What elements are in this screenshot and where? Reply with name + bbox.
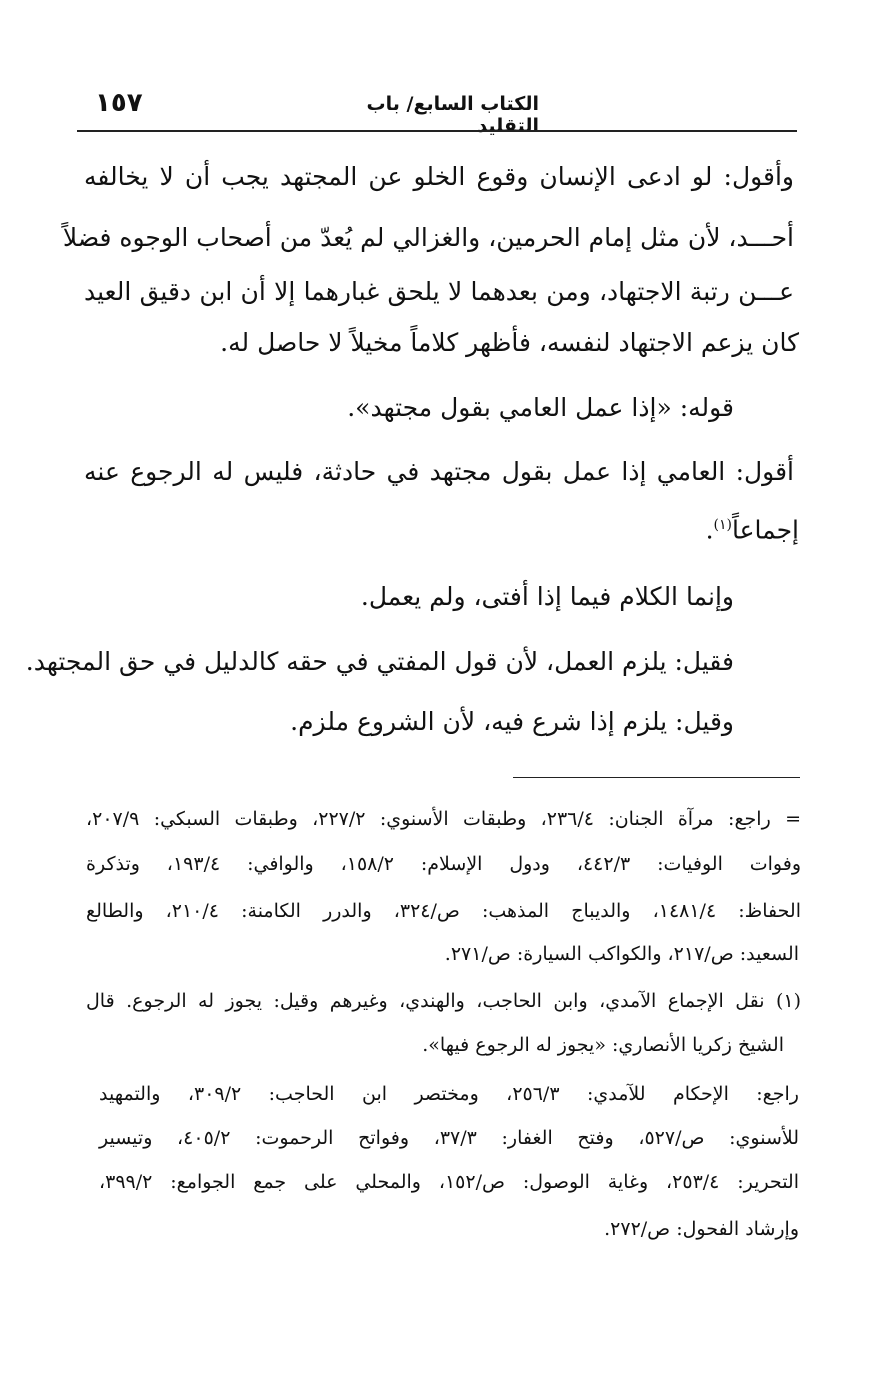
paragraph-6: وقيل: يلزم إذا شرع فيه، لأن الشروع ملزم.	[290, 707, 734, 736]
paragraph-1-line-2: أحـــد، لأن مثل إمام الحرمين، والغزالي لم يُعدّ من أصحاب الوجوه فضلاً	[62, 223, 794, 252]
paragraph-3-text: إجماعاً	[731, 515, 799, 545]
paragraph-2: قوله: «إذا عمل العامي بقول مجتهد».	[347, 393, 734, 422]
footnote-continued-line-1: = راجع: مرآة الجنان: ٢٣٦/٤، وطبقات الأسنوي: ٢٢٧/٢، وطبقات السبكي: ٢٠٧/٩،	[86, 808, 801, 830]
paragraph-3-line-2	[89, 508, 799, 547]
paragraph-1-line-3: عـــن رتبة الاجتهاد، ومن بعدهما لا يلحق غبارهما إلا أن ابن دقيق العيد	[84, 277, 794, 306]
header-divider	[77, 130, 797, 132]
footnote-1-line-2: الشيخ زكريا الأنصاري: «يجوز له الرجوع فيها».	[422, 1034, 784, 1056]
paragraph-1-line-1: وأقول: لو ادعى الإنسان وقوع الخلو عن المجتهد يجب أن لا يخالفه	[84, 162, 794, 191]
paragraph-4: وإنما الكلام فيما إذا أفتى، ولم يعمل.	[360, 582, 734, 611]
paragraph-3-end: .	[705, 515, 714, 545]
footnote-1-line-5: التحرير: ٢٥٣/٤، وغاية الوصول: ص/١٥٢، والمحلي على جمع الجوامع: ٣٩٩/٢،	[99, 1171, 799, 1193]
footnote-1-line-3: راجع: الإحكام للآمدي: ٢٥٦/٣، ومختصر ابن الحاجب: ٣٠٩/٢، والتمهيد	[99, 1083, 799, 1105]
paragraph-1-line-4: كان يزعم الاجتهاد لنفسه، فأظهر كلاماً مخيلاً لا حاصل له.	[220, 328, 799, 357]
running-header-title: الكتاب السابع/ باب التقليد	[366, 93, 539, 137]
footnote-continued-line-2: وفوات الوفيات: ٤٤٢/٣، ودول الإسلام: ١٥٨/٢، والوافي: ١٩٣/٤، وتذكرة	[86, 853, 802, 875]
footnote-ref-1: (١)	[713, 517, 732, 533]
page-number: ١٥٧	[95, 88, 143, 118]
footnote-1-line-6: وإرشاد الفحول: ص/٢٧٢.	[604, 1218, 799, 1240]
paragraph-3-line-1: أقول: العامي إذا عمل بقول مجتهد في حادثة، فليس له الرجوع عنه	[84, 457, 794, 486]
footnote-continued-line-4: السعيد: ص/٢١٧، والكواكب السيارة: ص/٢٧١.	[444, 943, 799, 965]
paragraph-5: فقيل: يلزم العمل، لأن قول المفتي في حقه كالدليل في حق المجتهد.	[25, 647, 734, 676]
footnote-1-line-1: (١) نقل الإجماع الآمدي، وابن الحاجب، والهندي، وغيرهم وقيل: يجوز له الرجوع. قال	[86, 990, 801, 1012]
footnote-1-line-4: للأسنوي: ص/٥٢٧، وفتح الغفار: ٣٧/٣، وفواتح الرحموت: ٤٠٥/٢، وتيسير	[99, 1127, 799, 1149]
footnote-divider	[513, 777, 800, 778]
footnote-continued-line-3: الحفاظ: ١٤٨١/٤، والديباج المذهب: ص/٣٢٤، والدرر الكامنة: ٢١٠/٤، والطالع	[86, 900, 801, 922]
